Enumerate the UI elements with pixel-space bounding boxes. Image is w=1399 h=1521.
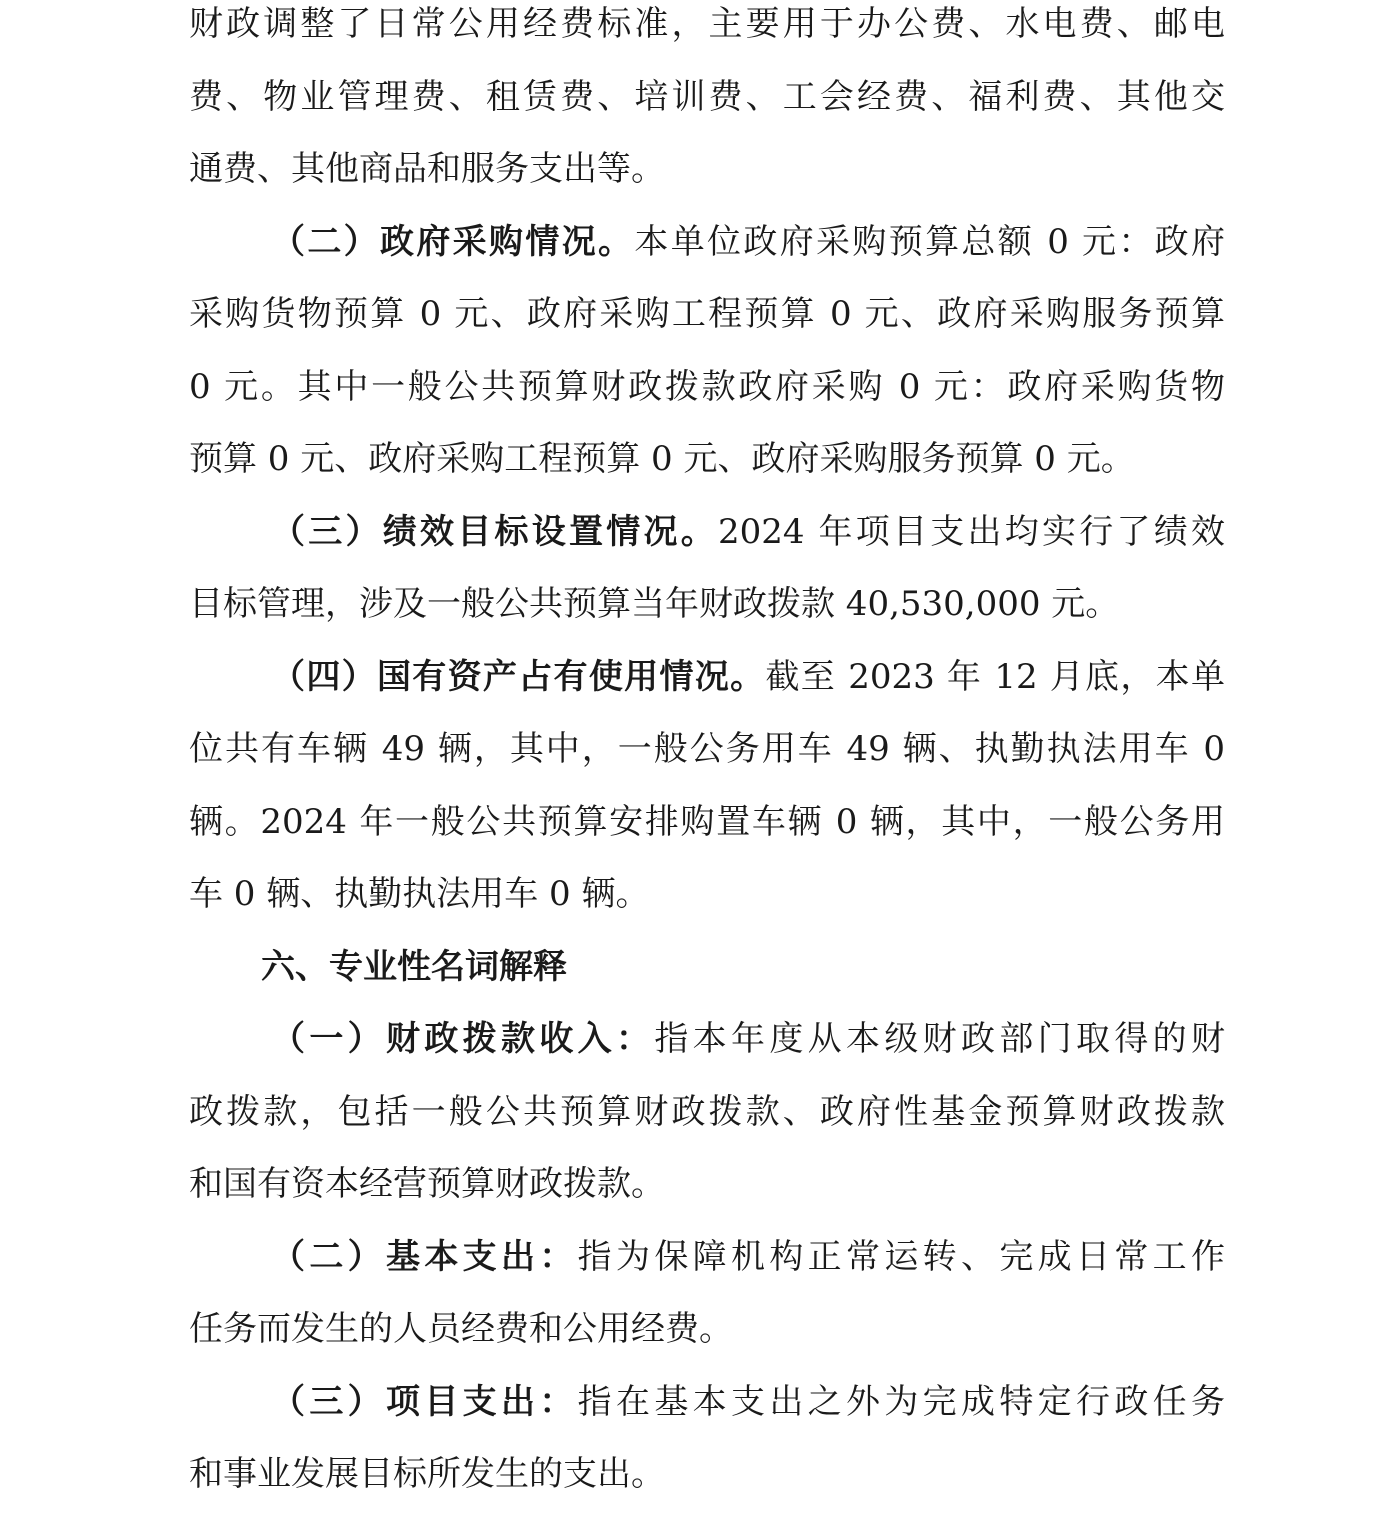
subsection-heading: （三）绩效目标设置情况。: [271, 511, 718, 552]
paragraph-line: 目标管理，涉及一般公共预算当年财政拨款 40,530,000 元。: [189, 584, 1120, 624]
paragraph-line: 和事业发展目标所发生的支出。: [189, 1454, 665, 1494]
subsection-heading: （二）政府采购情况。: [271, 221, 635, 262]
paragraph-line: （三）项目支出：指在基本支出之外为完成特定行政任务: [271, 1381, 1226, 1422]
paragraph-line: 费、物业管理费、租赁费、培训费、工会经费、福利费、其他交: [189, 76, 1225, 117]
document-page: [189, 0, 1225, 1521]
section-title: 六、专业性名词解释: [261, 946, 567, 987]
paragraph-line: 位共有车辆 49 辆，其中，一般公务用车 49 辆、执勤执法用车 0: [189, 729, 1225, 769]
subsection-heading: （四）国有资产占有使用情况。: [271, 656, 766, 697]
subsection-heading: （三）项目支出：: [271, 1381, 578, 1422]
paragraph-line: 财政调整了日常公用经费标准，主要用于办公费、水电费、邮电: [189, 4, 1225, 44]
paragraph-line: （四）国有资产占有使用情况。截至 2023 年 12 月底，本单: [271, 656, 1225, 697]
subsection-heading: （一）财政拨款收入：: [271, 1019, 655, 1059]
paragraph-line: （二）基本支出：指为保障机构正常运转、完成日常工作: [271, 1236, 1226, 1277]
paragraph-line: 通费、其他商品和服务支出等。: [189, 149, 665, 189]
paragraph-line: （三）绩效目标设置情况。2024 年项目支出均实行了绩效: [271, 511, 1225, 552]
paragraph-line: 采购货物预算 0 元、政府采购工程预算 0 元、政府采购服务预算: [189, 294, 1225, 334]
paragraph-line: （二）政府采购情况。本单位政府采购预算总额 0 元：政府: [271, 221, 1226, 262]
paragraph-line: 预算 0 元、政府采购工程预算 0 元、政府采购服务预算 0 元。: [189, 439, 1135, 479]
paragraph-line: 和国有资本经营预算财政拨款。: [189, 1164, 665, 1204]
paragraph-line: 0 元。其中一般公共预算财政拨款政府采购 0 元：政府采购货物: [189, 366, 1225, 407]
paragraph-line: 辆。2024 年一般公共预算安排购置车辆 0 辆，其中，一般公务用: [189, 801, 1225, 842]
paragraph-line: 任务而发生的人员经费和公用经费。: [189, 1309, 733, 1349]
subsection-heading: （二）基本支出：: [271, 1236, 578, 1277]
paragraph-line: （一）财政拨款收入：指本年度从本级财政部门取得的财: [271, 1019, 1226, 1059]
paragraph-line: 政拨款，包括一般公共预算财政拨款、政府性基金预算财政拨款: [189, 1091, 1225, 1132]
paragraph-line: 车 0 辆、执勤执法用车 0 辆。: [189, 874, 650, 914]
